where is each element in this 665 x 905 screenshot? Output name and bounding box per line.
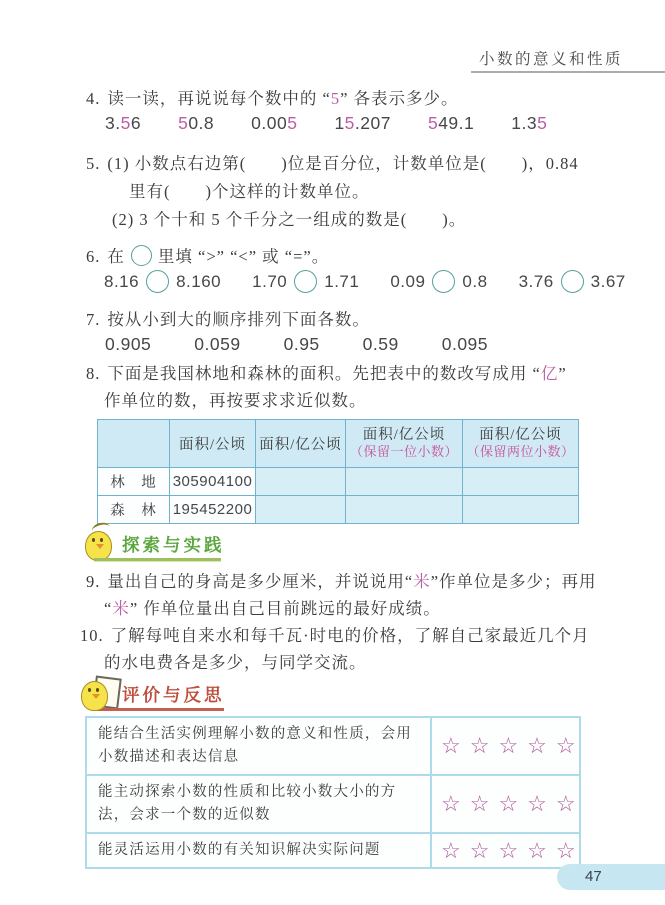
question-8-line1 xyxy=(86,362,567,386)
answer-circle-icon xyxy=(561,270,584,293)
answer-circle-icon xyxy=(146,270,169,293)
answer-circle-icon xyxy=(432,270,455,293)
row-label: 林 地 xyxy=(98,468,170,496)
question-9-number: 9. xyxy=(86,572,101,591)
explore-underline xyxy=(94,558,221,562)
evaluation-row xyxy=(86,717,580,775)
number-item: 15.207 xyxy=(334,113,391,133)
area-value: 305904100 xyxy=(170,468,256,496)
number-item: 0.095 xyxy=(441,334,489,354)
question-7-numbers xyxy=(105,334,488,355)
evaluation-row xyxy=(86,833,580,868)
area-table-corner-cell xyxy=(98,420,170,468)
question-4-number: 4. xyxy=(86,89,101,108)
question-5-line1 xyxy=(86,152,579,176)
area-table-header-row xyxy=(98,420,579,468)
question-10-line2: 的水电费各是多少，与同学交流。 xyxy=(104,653,367,672)
question-5-line2: 里有( )个这样的计数单位。 xyxy=(129,182,370,201)
row-label: 森 林 xyxy=(98,496,170,524)
area-table-row xyxy=(98,496,579,524)
evaluation-table xyxy=(85,716,585,869)
question-6-comparisons xyxy=(104,270,626,293)
question-10-line1 xyxy=(80,624,590,648)
evaluate-underline xyxy=(94,708,224,711)
question-5-line3: (2) 3 个十和 5 个千分之一组成的数是( )。 xyxy=(112,210,467,229)
round-note: （保留两位小数） xyxy=(466,444,575,459)
page-number: 47 xyxy=(585,868,602,885)
criterion-text: 能主动探索小数的性质和比较小数大小的方法，会求一个数的近似数 xyxy=(86,775,431,833)
question-6-post: 里填 “>” “<” 或 “=”。 xyxy=(157,247,330,266)
answer-cell xyxy=(463,468,579,496)
number-item: 50.8 xyxy=(178,113,215,133)
question-9-text1: 量出自己的身高是多少厘米，并说说用“米”作单位是多少；再用 xyxy=(107,572,597,591)
question-9-line2: “米” 作单位量出自己目前跳远的最好成绩。 xyxy=(104,599,441,618)
round-note: （保留一位小数） xyxy=(349,444,458,459)
answer-cell xyxy=(346,468,463,496)
answer-circle-icon xyxy=(294,270,317,293)
number-item: 1.35 xyxy=(511,113,548,133)
question-7-number: 7. xyxy=(86,310,101,329)
question-4-text: 读一读，再说说每个数中的 “5” 各表示多少。 xyxy=(107,89,459,108)
number-item: 0.905 xyxy=(105,334,152,354)
area-table-header-cell: 面积/亿公顷 （保留一位小数） xyxy=(346,420,463,468)
area-table-header-cell: 面积/亿公顷 （保留两位小数） xyxy=(463,420,579,468)
answer-cell xyxy=(256,496,346,524)
question-5-number: 5. xyxy=(86,154,101,173)
question-9-line1 xyxy=(86,570,597,594)
question-7-text: 按从小到大的顺序排列下面各数。 xyxy=(107,310,370,329)
page-number-pill xyxy=(557,864,665,890)
criterion-text: 能结合生活实例理解小数的意义和性质，会用小数描述和表达信息 xyxy=(86,717,431,775)
area-table-row xyxy=(98,468,579,496)
question-10-text1: 了解每吨自来水和每千瓦·时电的价格，了解自己家最近几个月 xyxy=(110,626,590,645)
area-table-header-cell: 面积/亿公顷 xyxy=(256,420,346,468)
area-value: 195452200 xyxy=(170,496,256,524)
answer-cell xyxy=(346,496,463,524)
criterion-text: 能灵活运用小数的有关知识解决实际问题 xyxy=(86,833,431,868)
star-rating: ☆☆☆☆☆ xyxy=(431,717,580,775)
question-7 xyxy=(86,308,370,332)
number-item: 0.95 xyxy=(283,334,320,354)
question-5-text1: (1) 小数点右边第( )位是百分位，计数单位是( )，0.84 xyxy=(107,154,579,173)
number-item: 0.005 xyxy=(251,113,298,133)
question-8-number: 8. xyxy=(86,364,101,383)
answer-cell xyxy=(463,496,579,524)
number-item: 3.56 xyxy=(105,113,142,133)
area-table-header-cell: 面积/公顷 xyxy=(170,420,256,468)
comparison-pair: 3.76 3.67 xyxy=(519,270,626,293)
area-table xyxy=(97,419,579,524)
answer-circle-icon xyxy=(131,245,152,266)
number-item: 549.1 xyxy=(427,113,475,133)
comparison-pair: 1.70 1.71 xyxy=(252,270,359,293)
question-6-pre: 在 xyxy=(107,247,125,266)
section-title-evaluate: 评价与反思 xyxy=(122,685,225,705)
star-rating: ☆☆☆☆☆ xyxy=(431,775,580,833)
evaluation-row xyxy=(86,775,580,833)
comparison-pair: 8.16 8.160 xyxy=(104,270,221,293)
question-6-number: 6. xyxy=(86,247,101,266)
chapter-title: 小数的意义和性质 xyxy=(479,51,624,68)
star-rating: ☆☆☆☆☆ xyxy=(431,833,580,868)
section-title-explore: 探索与实践 xyxy=(122,535,225,555)
number-item: 0.59 xyxy=(362,334,399,354)
answer-cell xyxy=(256,468,346,496)
question-6 xyxy=(86,245,329,269)
question-8-line2: 作单位的数，再按要求求近似数。 xyxy=(104,391,367,410)
question-4-numbers xyxy=(105,113,547,134)
header-rule xyxy=(471,71,665,73)
number-item: 0.059 xyxy=(194,334,241,354)
question-10-number: 10. xyxy=(80,626,104,645)
comparison-pair: 0.09 0.8 xyxy=(390,270,487,293)
question-8-text1: 下面是我国林地和森林的面积。先把表中的数改写成用 “亿” xyxy=(107,364,567,383)
question-4 xyxy=(86,87,459,111)
